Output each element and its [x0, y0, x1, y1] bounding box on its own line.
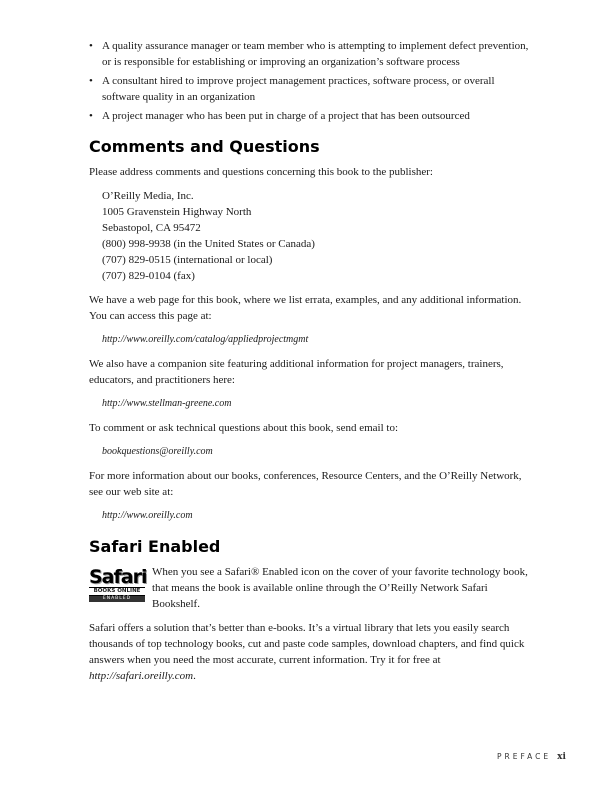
- comments-heading: Comments and Questions: [89, 137, 320, 156]
- list-item: • A consultant hired to improve project management practices, software process, or overall software quality in an organization: [89, 73, 529, 105]
- safari-body-end: .: [193, 670, 196, 682]
- audience-list: [89, 38, 529, 124]
- address-line: (707) 829-0104 (fax): [102, 270, 195, 282]
- safari-logo-subtitle: BOOKS ONLINE: [89, 587, 145, 596]
- oreilly-site-link[interactable]: http://www.oreilly.com: [102, 510, 193, 521]
- address-line: O’Reilly Media, Inc.: [102, 190, 194, 202]
- safari-logo-title: Safari: [89, 566, 147, 588]
- safari-logo: [89, 567, 145, 604]
- address-line: (800) 998-9938 (in the United States or Canada): [102, 238, 315, 250]
- page-number: xi: [557, 752, 566, 762]
- email-paragraph: To comment or ask technical questions about this book, send email to:: [89, 422, 399, 434]
- email-link[interactable]: bookquestions@oreilly.com: [102, 446, 213, 457]
- catalog-link[interactable]: http://www.oreilly.com/catalog/appliedprojectmgmt: [102, 334, 309, 345]
- safari-icon-paragraph: When you see a Safari® Enabled icon on the cover of your favorite technology book, that means the book is available online through the O’Reilly Network Safari Bookshelf.: [152, 566, 528, 610]
- more-info-paragraph: For more information about our books, conferences, Resource Centers, and the O’Reilly Network, see our web site at:: [89, 470, 522, 498]
- footer-section-label: PREFACE: [497, 752, 552, 761]
- page-footer: [497, 752, 566, 762]
- safari-body-text: Safari offers a solution that’s better than e-books. It’s a virtual library that lets you easily search thousands of top technology books, cut and paste code samples, download chapters, and find quick answers when you need the most accurate, current information. Try it for free at: [89, 622, 525, 666]
- companion-paragraph: We also have a companion site featuring additional information for project managers, trainers, educators, and practitioners here:: [89, 358, 504, 386]
- comments-intro: Please address comments and questions concerning this book to the publisher:: [89, 166, 433, 178]
- web-page-paragraph: We have a web page for this book, where we list errata, examples, and any additional information. You can access this page at:: [89, 294, 522, 322]
- address-line: (707) 829-0515 (international or local): [102, 254, 273, 266]
- address-line: 1005 Gravenstein Highway North: [102, 206, 252, 218]
- safari-logo-tag: ENABLED: [89, 596, 145, 602]
- content: [89, 38, 529, 684]
- companion-link[interactable]: http://www.stellman-greene.com: [102, 398, 232, 409]
- address-line: Sebastopol, CA 95472: [102, 222, 201, 234]
- safari-body-paragraph: [89, 620, 529, 684]
- list-item: • A quality assurance manager or team member who is attempting to implement defect prevention, or is responsible for establishing or improving an organization’s software process: [89, 38, 529, 70]
- safari-icon-block: [89, 564, 529, 612]
- list-item: • A project manager who has been put in charge of a project that has been outsourced: [89, 108, 529, 124]
- safari-heading: Safari Enabled: [89, 537, 221, 556]
- safari-link[interactable]: http://safari.oreilly.com: [89, 670, 194, 682]
- publisher-address: [102, 188, 529, 284]
